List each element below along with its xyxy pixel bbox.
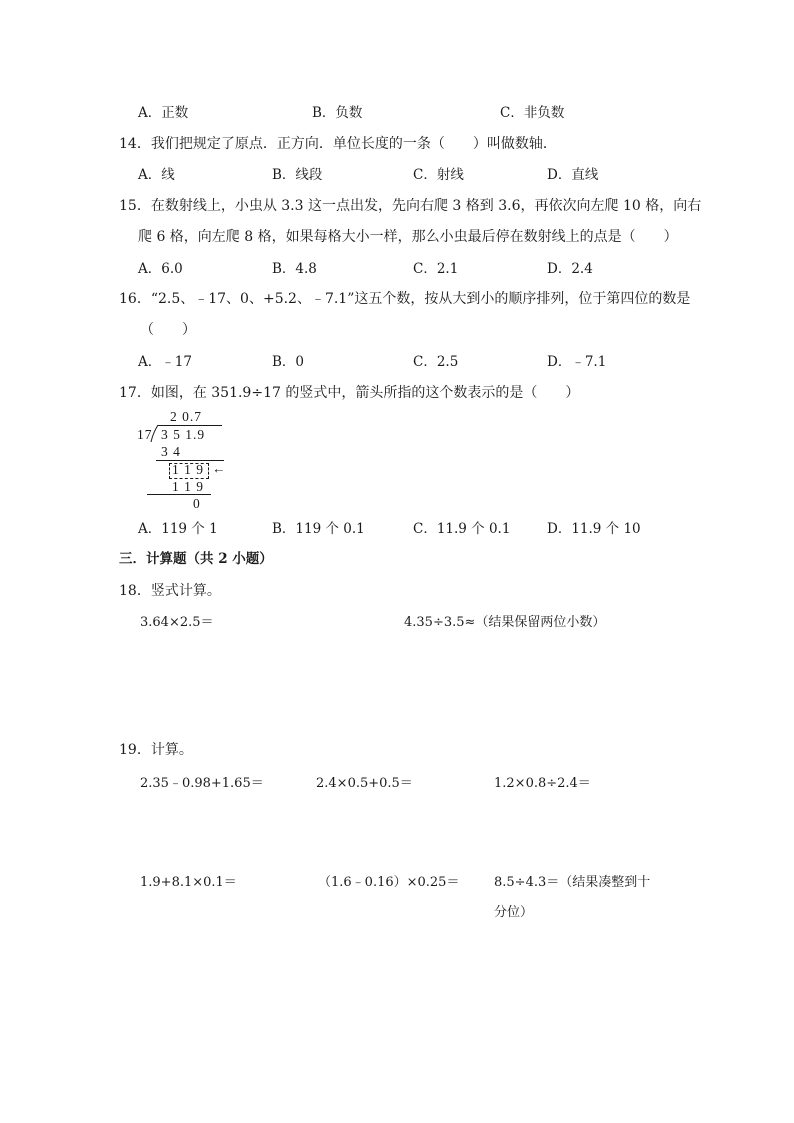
q13-option-b: B．负数 bbox=[312, 105, 363, 121]
q14-option-a: A．线 bbox=[138, 167, 175, 183]
long-division-divisor: 17 bbox=[137, 427, 153, 442]
long-division-remainder: 0 bbox=[193, 496, 201, 511]
q19-row2-item3: 8.5÷4.3＝（结果凑整到十 bbox=[494, 875, 651, 890]
q14-option-d: D．直线 bbox=[547, 167, 599, 183]
q18-item-1: 3.64×2.5＝ bbox=[140, 615, 214, 630]
long-division-step1: 3 4 bbox=[161, 444, 181, 459]
q13-option-a: A．正数 bbox=[138, 105, 189, 121]
q18-stem: 18．竖式计算。 bbox=[119, 583, 221, 599]
q16-option-d: D．﹣7.1 bbox=[547, 354, 607, 370]
q14-option-c: C．射线 bbox=[413, 167, 464, 183]
q13-option-c: C．非负数 bbox=[500, 105, 565, 121]
q19-row1-item3: 1.2×0.8÷2.4＝ bbox=[494, 776, 591, 791]
q19-row1-item1: 2.35﹣0.98+1.65＝ bbox=[140, 776, 264, 791]
q17-option-d: D．11.9 个 10 bbox=[547, 521, 641, 537]
q19-row2-item1: 1.9+8.1×0.1＝ bbox=[140, 875, 237, 890]
arrow-left-icon: ← bbox=[212, 461, 226, 476]
q15-stem-line2: 爬 6 格，向左爬 8 格，如果每格大小一样，那么小虫最后停在数射线上的点是（ ） bbox=[138, 229, 678, 245]
q15-option-c: C．2.1 bbox=[413, 261, 459, 277]
long-division-bar bbox=[158, 425, 222, 426]
long-division-step3: 1 1 9 bbox=[172, 479, 204, 494]
q19-row2-item3-cont: 分位） bbox=[494, 905, 534, 920]
q19-stem: 19．计算。 bbox=[119, 742, 193, 758]
q16-option-a: A．﹣17 bbox=[138, 354, 192, 370]
q16-stem-line1: 16．“2.5、﹣17、0、+5.2、﹣7.1”这五个数，按从大到小的顺序排列，位于第四位的数是 bbox=[119, 291, 691, 307]
q16-option-b: B．0 bbox=[272, 354, 305, 370]
q14-option-b: B．线段 bbox=[272, 167, 323, 183]
long-division-dividend: 3 5 1.9 bbox=[161, 427, 206, 442]
q17-option-b: B．119 个 0.1 bbox=[272, 521, 365, 537]
section-heading: 三．计算题（共 2 小题） bbox=[119, 551, 273, 567]
q19-row2-item2: （1.6﹣0.16）×0.25＝ bbox=[318, 875, 460, 890]
q15-option-b: B．4.8 bbox=[272, 261, 317, 277]
long-division-quotient: 2 0.7 bbox=[170, 409, 202, 424]
q17-option-c: C．11.9 个 0.1 bbox=[413, 521, 511, 537]
q15-option-d: D．2.4 bbox=[547, 261, 593, 277]
q18-item-2: 4.35÷3.5≈（结果保留两位小数） bbox=[404, 615, 606, 630]
long-division-step2: 1 1 9 bbox=[172, 462, 204, 477]
q15-stem-line1: 15．在数射线上，小虫从 3.3 这一点出发，先向右爬 3 格到 3.6，再依次向左爬 10 格，向右 bbox=[119, 198, 702, 214]
q17-option-a: A．119 个 1 bbox=[138, 521, 218, 537]
q15-option-a: A．6.0 bbox=[138, 261, 183, 277]
q14-stem: 14．我们把规定了原点．正方向．单位长度的一条（ ）叫做数轴． bbox=[119, 136, 557, 152]
q16-option-c: C．2.5 bbox=[413, 354, 459, 370]
long-division-line2 bbox=[147, 494, 211, 495]
q19-row1-item2: 2.4×0.5+0.5＝ bbox=[316, 776, 413, 791]
q16-stem-line2: （ ） bbox=[140, 322, 196, 338]
q17-stem: 17．如图，在 351.9÷17 的竖式中，箭头所指的这个数表示的是（ ） bbox=[119, 385, 580, 401]
